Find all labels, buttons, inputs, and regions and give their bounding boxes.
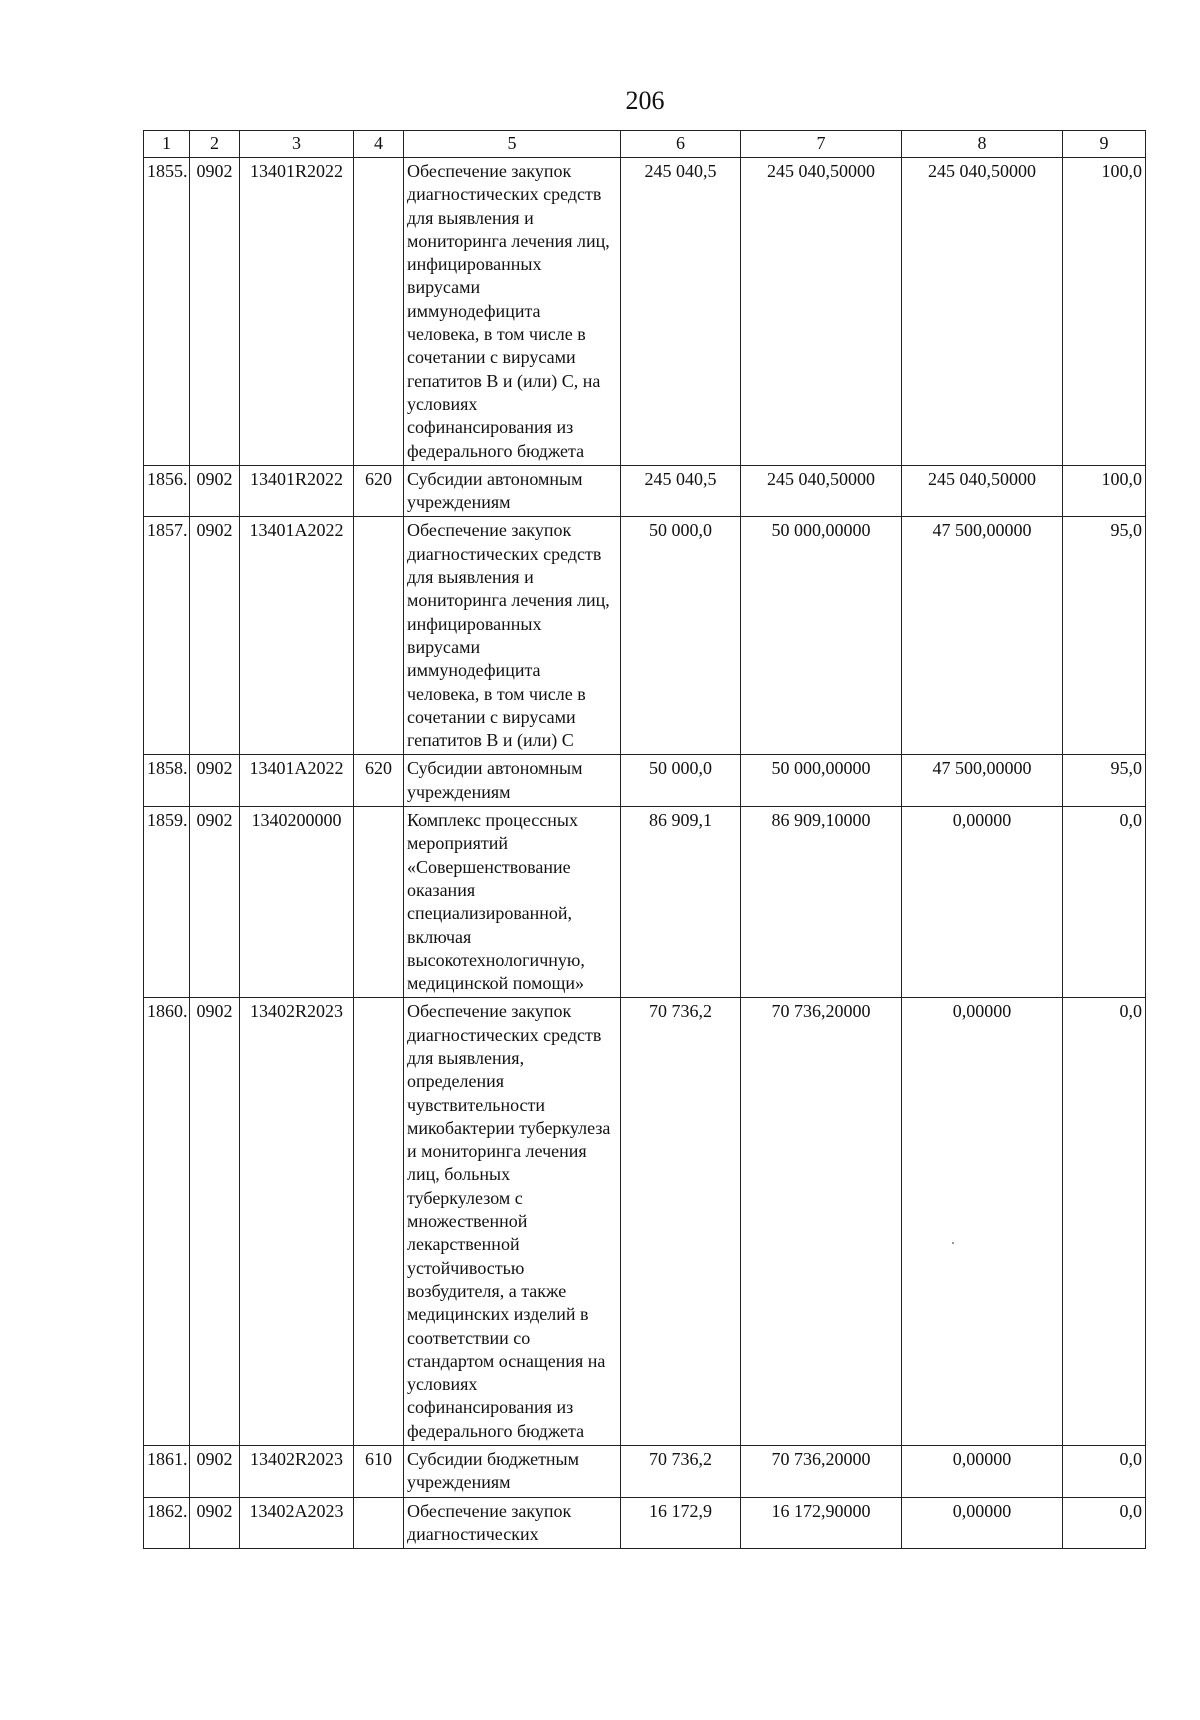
table-row: [144, 158, 1146, 466]
table-row: [144, 807, 1146, 998]
executed-amount: 0,00000: [902, 1497, 1063, 1549]
column-header: 1: [144, 131, 190, 158]
executed-amount: 0,00000: [902, 998, 1063, 1446]
table-row: [144, 517, 1146, 755]
column-header: 4: [354, 131, 404, 158]
executed-amount: 245 040,50000: [902, 158, 1063, 466]
section-code: 0902: [190, 1446, 240, 1498]
item-name: Обеспечение закупок диагностических средств для выявления и мониторинга лечения лиц, инфицированных вирусами иммунодефицита человека, в том числе в сочетании с вирусами гепатитов В и (или) С: [404, 517, 621, 755]
column-header: 2: [190, 131, 240, 158]
budget-table: [143, 130, 1146, 1549]
approved-amount: 50 000,0: [621, 517, 741, 755]
section-code: 0902: [190, 998, 240, 1446]
table-row: [144, 1446, 1146, 1498]
header-row: [144, 131, 1146, 158]
item-name: Обеспечение закупок диагностических средств для выявления, определения чувствительности микобактерии туберкулеза и мониторинга лечения лиц, больных туберкулезом с множественной лекарственной устойчивостью возбудителя, а также медицинских изделий в соответствии со стандартом оснащения на условиях софинансирования из федерального бюджета: [404, 998, 621, 1446]
target-article-code: 13401R2022: [240, 158, 354, 466]
target-article-code: 13401A2022: [240, 755, 354, 807]
row-number: 1860.: [144, 998, 190, 1446]
approved-amount: 245 040,5: [621, 158, 741, 466]
item-name: Субсидии автономным учреждениям: [404, 465, 621, 517]
expense-type-code: [354, 807, 404, 998]
page-number: 206: [625, 86, 665, 115]
approved-amount: 50 000,0: [621, 755, 741, 807]
column-header: 9: [1063, 131, 1146, 158]
section-code: 0902: [190, 158, 240, 466]
row-number: 1857.: [144, 517, 190, 755]
target-article-code: 13402A2023: [240, 1497, 354, 1549]
execution-percent: 95,0: [1063, 755, 1146, 807]
target-article-code: 13402R2023: [240, 998, 354, 1446]
table-row: [144, 1497, 1146, 1549]
executed-amount: 0,00000: [902, 807, 1063, 998]
table-row: [144, 465, 1146, 517]
executed-amount: 0,00000: [902, 1446, 1063, 1498]
approved-amount: 70 736,2: [621, 1446, 741, 1498]
planned-amount: 16 172,90000: [741, 1497, 902, 1549]
target-article-code: 13402R2023: [240, 1446, 354, 1498]
approved-amount: 86 909,1: [621, 807, 741, 998]
target-article-code: 1340200000: [240, 807, 354, 998]
planned-amount: 50 000,00000: [741, 755, 902, 807]
executed-amount: 47 500,00000: [902, 517, 1063, 755]
column-header: 5: [404, 131, 621, 158]
item-name: Обеспечение закупок диагностических: [404, 1497, 621, 1549]
item-name: Субсидии автономным учреждениям: [404, 755, 621, 807]
expense-type-code: 610: [354, 1446, 404, 1498]
expense-type-code: 620: [354, 465, 404, 517]
planned-amount: 70 736,20000: [741, 998, 902, 1446]
planned-amount: 245 040,50000: [741, 465, 902, 517]
section-code: 0902: [190, 465, 240, 517]
column-header: 7: [741, 131, 902, 158]
column-header: 8: [902, 131, 1063, 158]
planned-amount: 86 909,10000: [741, 807, 902, 998]
expense-type-code: 620: [354, 755, 404, 807]
expense-type-code: [354, 517, 404, 755]
table-row: [144, 998, 1146, 1446]
row-number: 1856.: [144, 465, 190, 517]
row-number: 1862.: [144, 1497, 190, 1549]
execution-percent: 100,0: [1063, 158, 1146, 466]
row-number: 1859.: [144, 807, 190, 998]
item-name: Субсидии бюджетным учреждениям: [404, 1446, 621, 1498]
execution-percent: 0,0: [1063, 1497, 1146, 1549]
execution-percent: 95,0: [1063, 517, 1146, 755]
section-code: 0902: [190, 755, 240, 807]
executed-amount: 47 500,00000: [902, 755, 1063, 807]
column-header: 6: [621, 131, 741, 158]
table-row: [144, 755, 1146, 807]
section-code: 0902: [190, 1497, 240, 1549]
row-number: 1858.: [144, 755, 190, 807]
column-header: 3: [240, 131, 354, 158]
item-name: Комплекс процессных мероприятий «Совершенствование оказания специализированной, включая высокотехнологичную, медицинской помощи»: [404, 807, 621, 998]
scan-speck: [952, 1242, 954, 1244]
planned-amount: 245 040,50000: [741, 158, 902, 466]
execution-percent: 100,0: [1063, 465, 1146, 517]
execution-percent: 0,0: [1063, 807, 1146, 998]
execution-percent: 0,0: [1063, 1446, 1146, 1498]
expense-type-code: [354, 158, 404, 466]
execution-percent: 0,0: [1063, 998, 1146, 1446]
item-name: Обеспечение закупок диагностических средств для выявления и мониторинга лечения лиц, инфицированных вирусами иммунодефицита человека, в том числе в сочетании с вирусами гепатитов В и (или) С, на условиях софинансирования из федерального бюджета: [404, 158, 621, 466]
row-number: 1855.: [144, 158, 190, 466]
expense-type-code: [354, 998, 404, 1446]
approved-amount: 245 040,5: [621, 465, 741, 517]
row-number: 1861.: [144, 1446, 190, 1498]
target-article-code: 13401A2022: [240, 517, 354, 755]
approved-amount: 70 736,2: [621, 998, 741, 1446]
target-article-code: 13401R2022: [240, 465, 354, 517]
section-code: 0902: [190, 517, 240, 755]
expense-type-code: [354, 1497, 404, 1549]
section-code: 0902: [190, 807, 240, 998]
planned-amount: 70 736,20000: [741, 1446, 902, 1498]
planned-amount: 50 000,00000: [741, 517, 902, 755]
approved-amount: 16 172,9: [621, 1497, 741, 1549]
executed-amount: 245 040,50000: [902, 465, 1063, 517]
